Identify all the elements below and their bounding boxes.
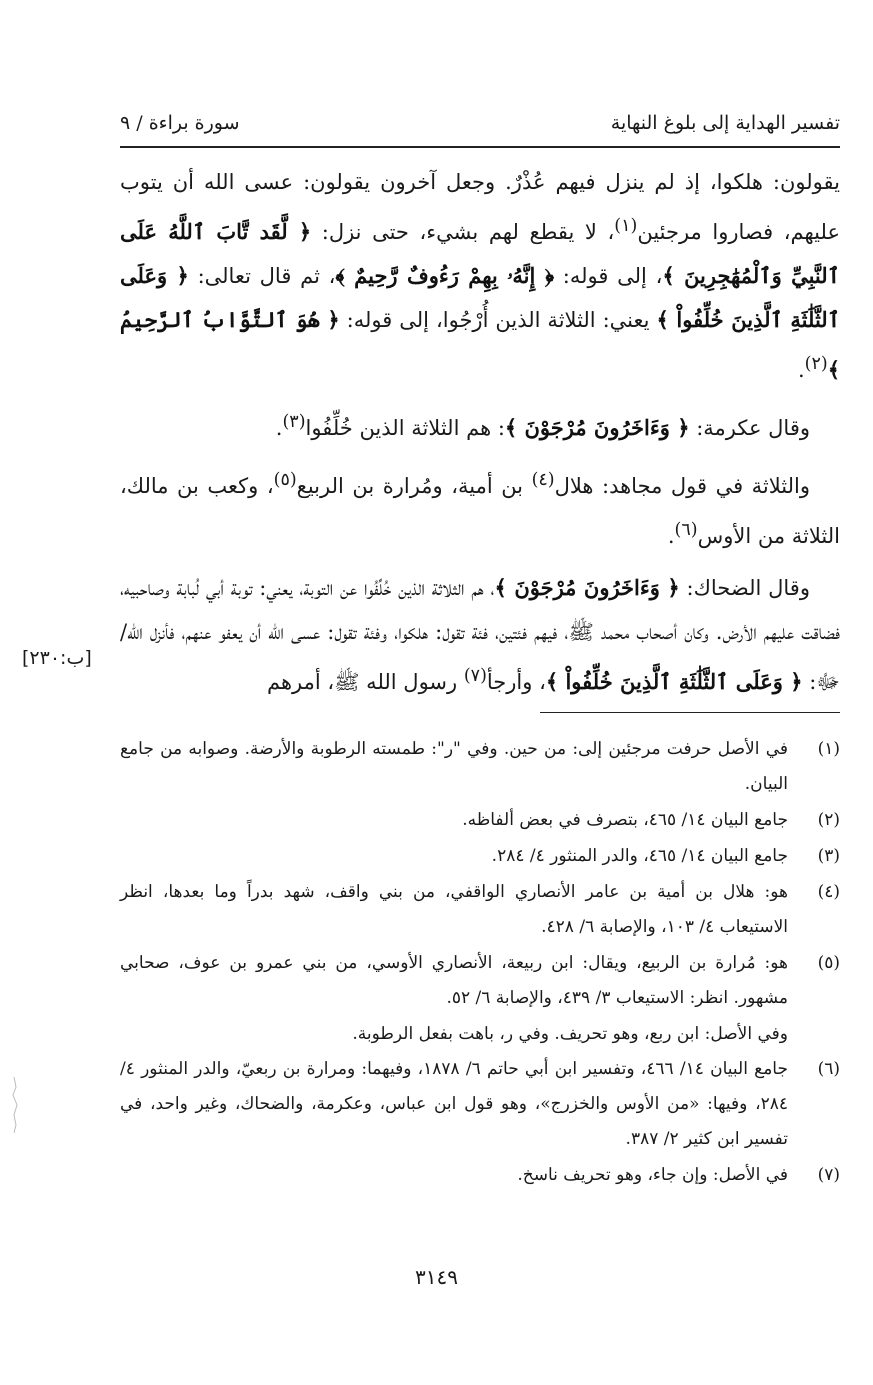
text-segment: ، ثم قال تعالى:: [188, 264, 336, 288]
paragraph-4: [120, 566, 840, 704]
text-segment: .: [275, 416, 283, 440]
footnote-text: هو: هلال بن أمية بن عامر الأنصاري الواقفي، من بني واقف، شهد بدراً وما بعدها، انظر الاستيعاب ٤/ ١٠٣، والإصابة ٦/ ٤٢٨.: [120, 882, 788, 937]
text-segment: رسول الله ﷺ، أمرهم: [266, 670, 464, 694]
quran-verse: ﴿ وَعَلَى ٱلثَّلَٰثَةِ ٱلَّذِينَ خُلِّفُواْ ﴾: [120, 263, 841, 332]
footnote-number: (٥): [817, 953, 840, 973]
header-rule: [120, 146, 840, 148]
paragraph-3: [120, 458, 840, 558]
main-text: [120, 160, 840, 712]
footnote-ref: (٦): [674, 520, 698, 540]
footnote-continuation: وفي الأصل: ابن ربع، وهو تحريف. وفي ر، باهت بفعل الرطوبة.: [352, 1024, 788, 1044]
text-segment: ، وكعب بن مالك، الثلاثة من الأوس: [120, 474, 840, 548]
footnote-item: [120, 946, 840, 1016]
footnotes: [120, 732, 840, 1194]
quran-verse: ﴿ وَعَلَى ٱلثَّلَٰثَةِ ٱلَّذِينَ خُلِّفُواْ ﴾: [545, 669, 803, 694]
manuscript-folio-marker: [ب:٢٣٠]: [22, 647, 92, 669]
book-title: تفسير الهداية إلى بلوغ النهاية: [610, 112, 840, 134]
footnote-ref: (٥): [273, 470, 297, 490]
text-segment: وقال عكرمة:: [689, 416, 810, 440]
footnote-ref: (١): [614, 216, 638, 236]
footnote-number: (٦): [817, 1059, 840, 1079]
footnote-number: (٧): [817, 1165, 840, 1185]
footnote-number: (٤): [817, 882, 840, 902]
text-segment: بن أمية، ومُرارة بن الربيع: [296, 474, 532, 498]
text-segment: ، هم الثلاثة الذين خُلِّفُوا عن التوبة، يعني: توبة أبي لُبابة وصاحبيه، فضاقت عليهم الأرض. وكان أصحاب محمد ﷺ، فيهم فئتين، فئة تقول: هلكوا، وفئة تقول: عسى الله أن يعفو عنهم، فأنزل الله/ ﷻ:: [120, 576, 840, 694]
footnote-item: [120, 803, 840, 838]
footnote-ref: (٣): [282, 412, 306, 432]
footnote-item: [120, 1158, 840, 1193]
footnote-text: هو: مُرارة بن الربيع، ويقال: ابن ربيعة، الأنصاري الأوسي، من بني عمرو بن عوف، صحابي مشهور. انظر: الاستيعاب ٣/ ٤٣٩، والإصابة ٦/ ٥٢.: [120, 953, 788, 1008]
footnote-text: في الأصل: وإن جاء، وهو تحريف ناسخ.: [517, 1165, 788, 1185]
quran-verse: ﴿ وَءَاخَرُونَ مُرْجَوْنَ ﴾: [504, 415, 690, 440]
text-segment: .: [797, 358, 805, 382]
text-segment: : هم الثلاثة الذين خُلِّفُوا: [305, 416, 505, 440]
footnote-text: جامع البيان ١٤/ ٤٦٦، وتفسير ابن أبي حاتم ٦/ ١٨٧٨، وفيهما: ومرارة بن ربعيّ، والدر المنثور ٤/ ٢٨٤، وفيها: «من الأوس والخزرج»، وهو قول ابن عباس، وعكرمة، والضحاك، وغير واحد، في تفسير ابن كثير ٢/ ٣٨٧.: [120, 1059, 788, 1149]
footnote-separator: [540, 712, 840, 713]
footnote-text: في الأصل حرفت مرجئين إلى: من حين. وفي "ر": طمسته الرطوبة والأرضة. وصوابه من جامع البيان.: [120, 739, 788, 794]
footnote-item: [120, 839, 840, 874]
footnote-ref: (٤): [531, 470, 555, 490]
footnote-ref: (٧): [463, 666, 487, 686]
text-segment: ، إلى قوله:: [554, 264, 663, 288]
quran-verse: ﴿ وَءَاخَرُونَ مُرْجَوْنَ ﴾: [494, 575, 680, 600]
footnote-item: [120, 1052, 840, 1157]
footnote-item: [120, 875, 840, 945]
running-header: [120, 100, 840, 134]
footnote-text: جامع البيان ١٤/ ٤٦٥، بتصرف في بعض ألفاظه.: [462, 810, 788, 830]
page-number: ٣١٤٩: [415, 1265, 458, 1289]
paragraph-1: [120, 160, 840, 392]
scan-edge-mark: [10, 1075, 24, 1135]
paragraph-2: [120, 400, 840, 450]
footnote-item: [120, 732, 840, 802]
text-segment: وقال الضحاك:: [679, 576, 810, 600]
text-segment: ، وأرجأ: [486, 670, 546, 694]
text-segment: يعني: الثلاثة الذين أُرْجُوا، إلى قوله:: [339, 308, 657, 332]
footnote-text: جامع البيان ١٤/ ٤٦٥، والدر المنثور ٤/ ٢٨٤.: [491, 846, 788, 866]
surah-reference: سورة براءة / ٩: [120, 112, 240, 134]
text-segment: ، لا يقطع لهم بشيء، حتى نزل:: [311, 220, 615, 244]
quran-verse: ﴿ لَّقَد تَّابَ ٱللَّهُ عَلَى ٱلنَّبِيِّ وَٱلْمُهَٰجِرِينَ ﴾: [120, 219, 840, 288]
text-segment: .: [667, 524, 675, 548]
footnote-ref: (٢): [804, 354, 828, 374]
footnote-number: (٢): [817, 810, 840, 830]
text-segment: يقولون: هلكوا، إذ لم ينزل فيهم عُذْرٌ. وجعل آخرون يقولون: عسى الله أن يتوب عليهم، فصاروا مرجئين: [120, 170, 840, 244]
quran-verse: ﴿ إِنَّهُۥ بِهِمْ رَءُوفٌ رَّحِيمٌ ﴾: [335, 263, 555, 288]
footnote-number: (٣): [817, 846, 840, 866]
quran-verse: ﴿ هُوَ ٱلتَّوَّابُ ٱلرَّحِيمُ ﴾: [120, 307, 840, 382]
footnote-number: (١): [817, 739, 840, 759]
text-segment: والثلاثة في قول مجاهد: هلال: [554, 474, 810, 498]
